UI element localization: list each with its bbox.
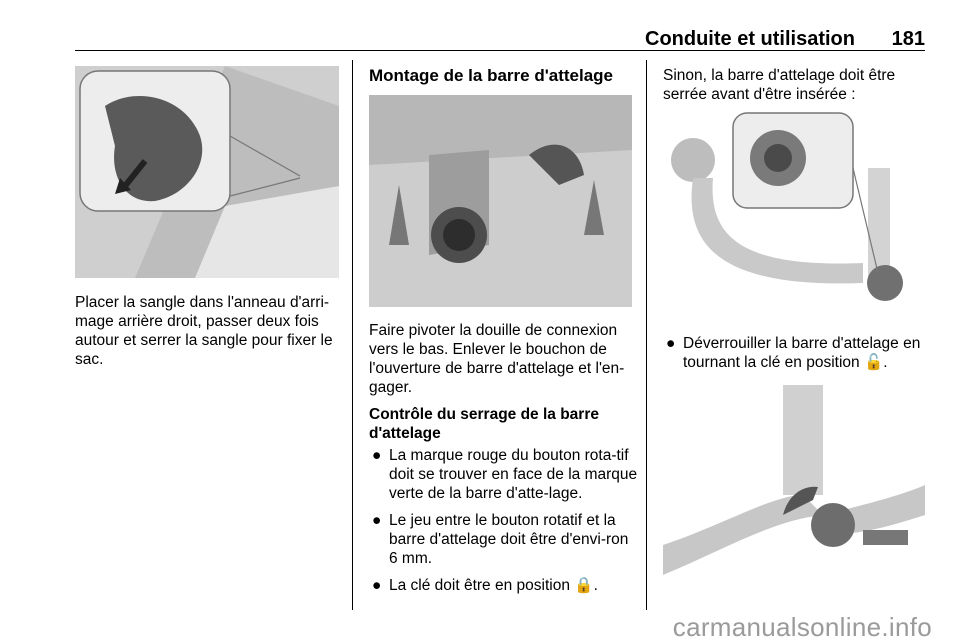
list-item: ● La clé doit être en position 🔒.	[372, 577, 598, 594]
connection-socket-text: Faire pivoter la douille de connexion vers le bas. Enlever le bouchon de l'ouverture de barre d'attelage et l'en-gager.	[369, 322, 625, 396]
bullet-dot: ●	[372, 447, 382, 464]
towbar-lock-illustration	[663, 375, 925, 583]
list-item-text: Déverrouiller la barre d'attelage en tournant la clé en position	[683, 335, 921, 371]
watermark: carmanualsonline.info	[672, 612, 932, 642]
bullet-dot: ●	[372, 512, 382, 529]
bullet-dot: ●	[372, 577, 382, 594]
column-divider-right	[646, 60, 647, 610]
section-title: Conduite et utilisation	[645, 28, 855, 50]
list-item-text: Le jeu entre le bouton rotatif et la barre d'attelage doit être d'envi-ron 6 mm.	[389, 512, 629, 567]
bullet-dot: ●	[666, 335, 676, 352]
column-divider-left	[352, 60, 353, 610]
subheading-tightening-check: Contrôle du serrage de la barre d'attelage	[369, 406, 599, 442]
unlocked-key-icon: 🔓	[863, 354, 884, 371]
locked-key-icon: 🔒	[574, 577, 594, 594]
list-item-text: La clé doit être en position	[389, 577, 570, 594]
tightening-check-list	[369, 446, 639, 603]
list-item	[369, 511, 639, 568]
list-item: ● Déverrouiller la barre d'attelage en tournant la clé en position 🔓.	[666, 335, 921, 371]
header-rule	[75, 50, 925, 51]
towbar-key-illustration	[663, 108, 925, 320]
tightening-intro-text: Sinon, la barre d'attelage doit être serrée avant d'être insérée :	[663, 67, 896, 103]
towbar-socket-illustration	[369, 95, 632, 307]
unlock-list	[663, 334, 925, 380]
list-item-text: La marque rouge du bouton rota-tif doit se trouver en face de la marque verte de la barre d'atte-lage.	[389, 447, 638, 502]
page-header	[75, 28, 925, 50]
list-item	[369, 446, 639, 503]
page-number: 181	[891, 28, 925, 50]
section-heading-towbar: Montage de la barre d'attelage	[369, 66, 613, 85]
trunk-strap-illustration	[75, 66, 339, 278]
strap-instruction-text: Placer la sangle dans l'anneau d'arri-mage arrière droit, passer deux fois autour et serrer la sangle pour fixer le sac.	[75, 294, 333, 368]
